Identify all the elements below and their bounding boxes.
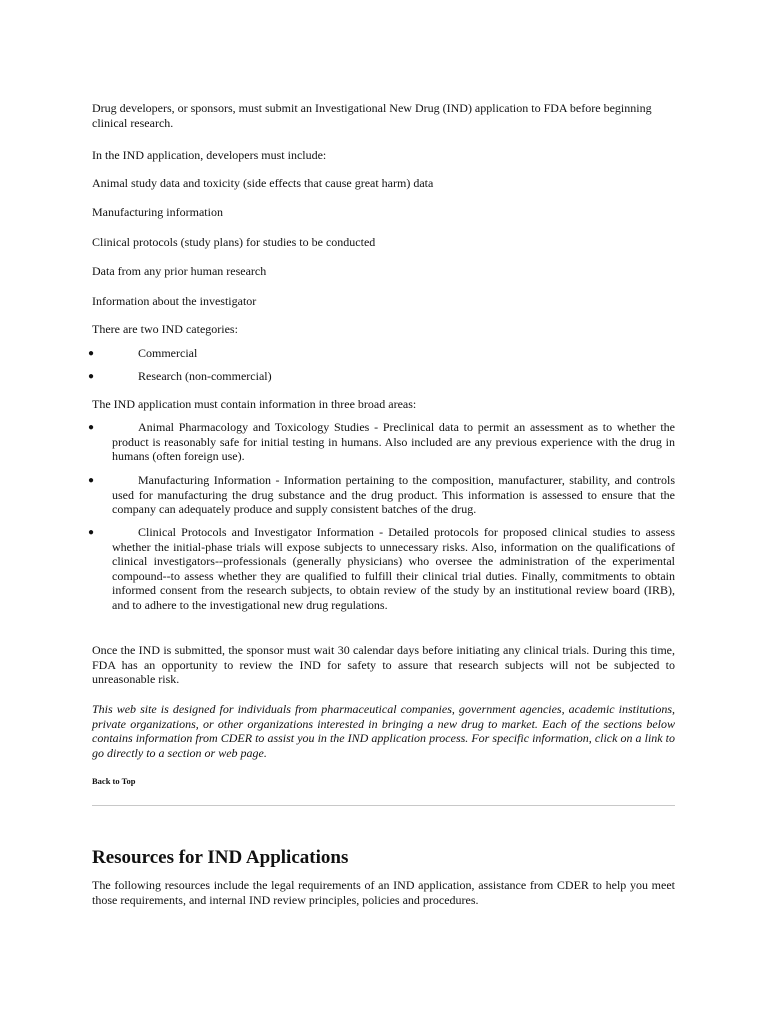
resources-heading: Resources for IND Applications xyxy=(92,847,349,868)
section-divider xyxy=(92,805,675,806)
area-item-pharmacology xyxy=(112,420,675,464)
bullet-icon: ● xyxy=(88,371,95,382)
category-item-research xyxy=(112,369,675,384)
area-item-clinical-protocols xyxy=(112,525,675,613)
resources-paragraph: The following resources include the legal requirements of an IND application, assistance from CDER to help you meet those requirements, and internal IND review principles, policies and procedures. xyxy=(92,878,675,907)
requirement-clinical-protocols: Clinical protocols (study plans) for studies to be conducted xyxy=(92,235,376,249)
categories-lead: There are two IND categories: xyxy=(92,322,238,336)
requirement-prior-human-research: Data from any prior human research xyxy=(92,264,267,278)
back-to-top-link[interactable]: Back to Top xyxy=(92,776,136,786)
intro-paragraph: Drug developers, or sponsors, must submit an Investigational New Drug (IND) application to FDA before beginning clinical research. xyxy=(92,101,652,130)
ind-include-lead: In the IND application, developers must include: xyxy=(92,148,327,162)
site-description-note: This web site is designed for individuals from pharmaceutical companies, government agencies, academic institutions, private organizations, or other organizations interested in bringing a new drug to market. Each of the sections below contains information from CDER to assist you in the IND application process. For specific information, click on a link to go directly to a section or web page. xyxy=(92,702,675,760)
area-item-manufacturing xyxy=(112,473,675,517)
waiting-period-paragraph: Once the IND is submitted, the sponsor must wait 30 calendar days before initiating any clinical trials. During this time, FDA has an opportunity to review the IND for safety to assure that research subjects will not be subjected to unreasonable risk. xyxy=(92,643,675,687)
bullet-icon: ● xyxy=(88,348,95,359)
category-label: Research (non-commercial) xyxy=(138,369,272,383)
requirement-manufacturing: Manufacturing information xyxy=(92,205,223,219)
area-text: Animal Pharmacology and Toxicology Studies - Preclinical data to permit an assessment as to whether the product is reasonably safe for initial testing in humans. Also included are any previous experience with the drug in humans (often foreign use). xyxy=(112,420,675,464)
bullet-icon: ● xyxy=(88,475,95,486)
area-text: Manufacturing Information - Information pertaining to the composition, manufacturer, stability, and controls used for manufacturing the drug substance and the drug product. This information is assessed to ensure that the company can adequately produce and supply consistent batches of the drug. xyxy=(112,473,675,517)
requirement-animal-study: Animal study data and toxicity (side effects that cause great harm) data xyxy=(92,176,434,190)
requirement-investigator-info: Information about the investigator xyxy=(92,294,257,308)
area-text: Clinical Protocols and Investigator Information - Detailed protocols for proposed clinical studies to assess whether the initial-phase trials will expose subjects to unnecessary risks. Also, information on the qualifications of clinical investigators--professionals (generally physicians) who oversee the administration of the experimental compound--to assess whether they are qualified to fulfill their clinical trial duties. Finally, commitments to obtain informed consent from the research subjects, to obtain review of the study by an institutional review board (IRB), and to adhere to the investigational new drug regulations. xyxy=(112,525,675,612)
areas-lead: The IND application must contain information in three broad areas: xyxy=(92,397,417,411)
category-item-commercial xyxy=(112,346,675,361)
bullet-icon: ● xyxy=(88,527,95,538)
category-label: Commercial xyxy=(138,346,198,360)
bullet-icon: ● xyxy=(88,422,95,433)
